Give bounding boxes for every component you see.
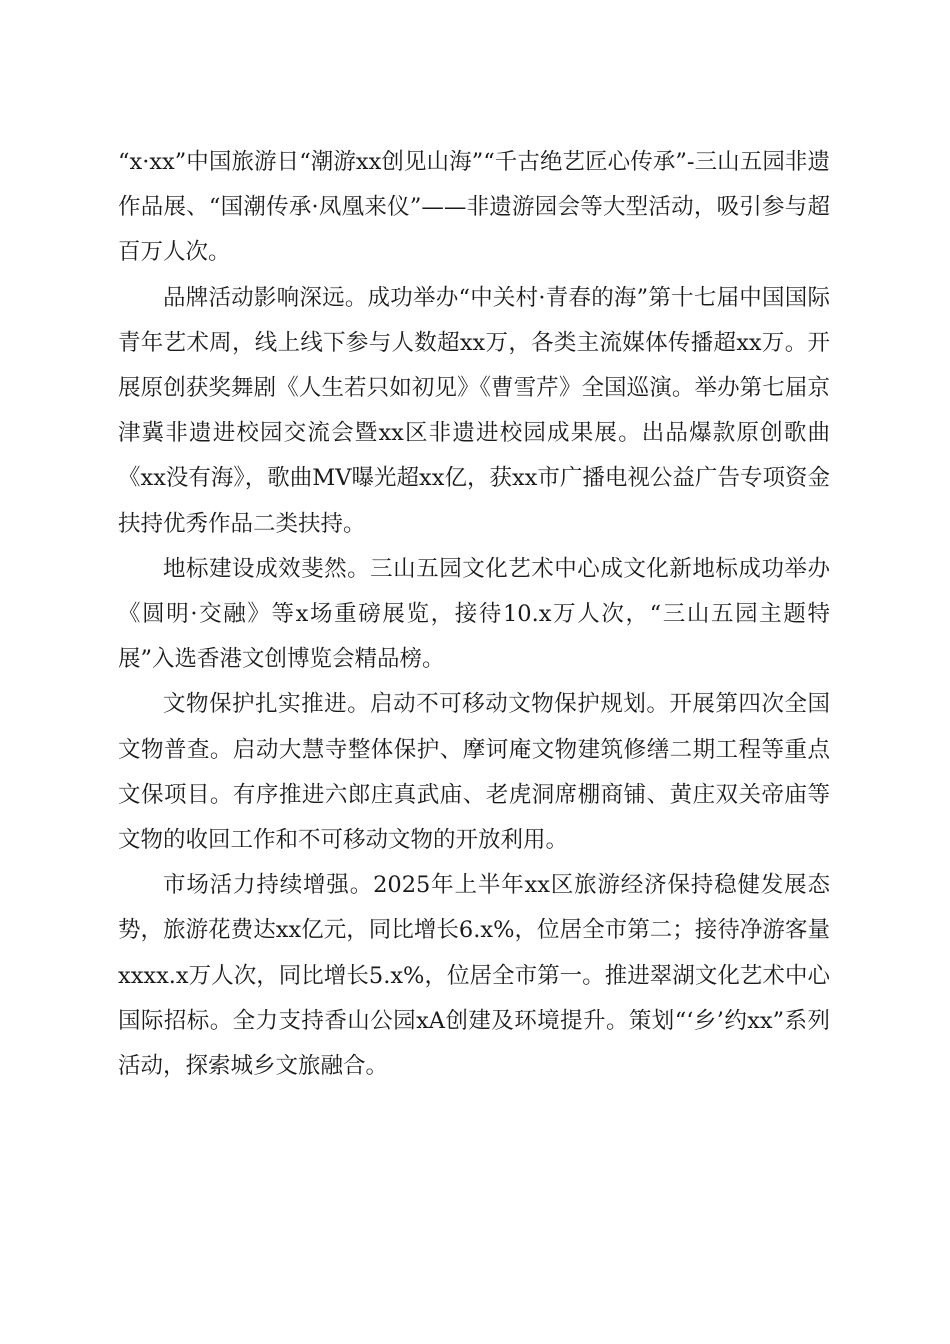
paragraph-activities-continued: “x·xx”中国旅游日“潮游xx创见山海”“千古绝艺匠心传承”-三山五园非遗作品展、“国潮传承·凤凰来仪”——非遗游园会等大型活动，吸引参与超百万人次。 [118,149,830,266]
document-body [118,140,830,1089]
paragraph-heritage-protection: 文物保护扎实推进。启动不可移动文物保护规划。开展第四次全国文物普查。启动大慧寺整体保护、摩诃庵文物建筑修缮二期工程等重点文保项目。有序推进六郎庄真武庙、老虎洞席棚商铺、黄庄双关帝庙等文物的收回工作和不可移动文物的开放利用。 [118,691,830,854]
paragraph-brand-activities: 品牌活动影响深远。成功举办“中关村·青春的海”第十七届中国国际青年艺术周，线上线下参与人数超xx万，各类主流媒体传播超xx万。开展原创获奖舞剧《人生若只如初见》《曹雪芹》全国巡演。举办第七届京津冀非遗进校园交流会暨xx区非遗进校园成果展。出品爆款原创歌曲《xx没有海》，歌曲MV曝光超xx亿，获xx市广播电视公益广告专项资金扶持优秀作品二类扶持。 [118,284,830,537]
paragraph-landmark-construction: 地标建设成效斐然。三山五园文化艺术中心成文化新地标成功举办《圆明·交融》等x场重磅展览，接待10.x万人次，“三山五园主题特展”入选香港文创博览会精品榜。 [118,555,830,673]
paragraph-market-vitality: 市场活力持续增强。2025年上半年xx区旅游经济保持稳健发展态势，旅游花费达xx亿元，同比增长6.x%，位居全市第二；接待净游客量xxxx.x万人次，同比增长5.x%，位居全市第一。推进翠湖文化艺术中心国际招标。全力支持香山公园xA创建及环境提升。策划“‘乡’约xx”系列活动，探索城乡文旅融合。 [118,872,830,1080]
